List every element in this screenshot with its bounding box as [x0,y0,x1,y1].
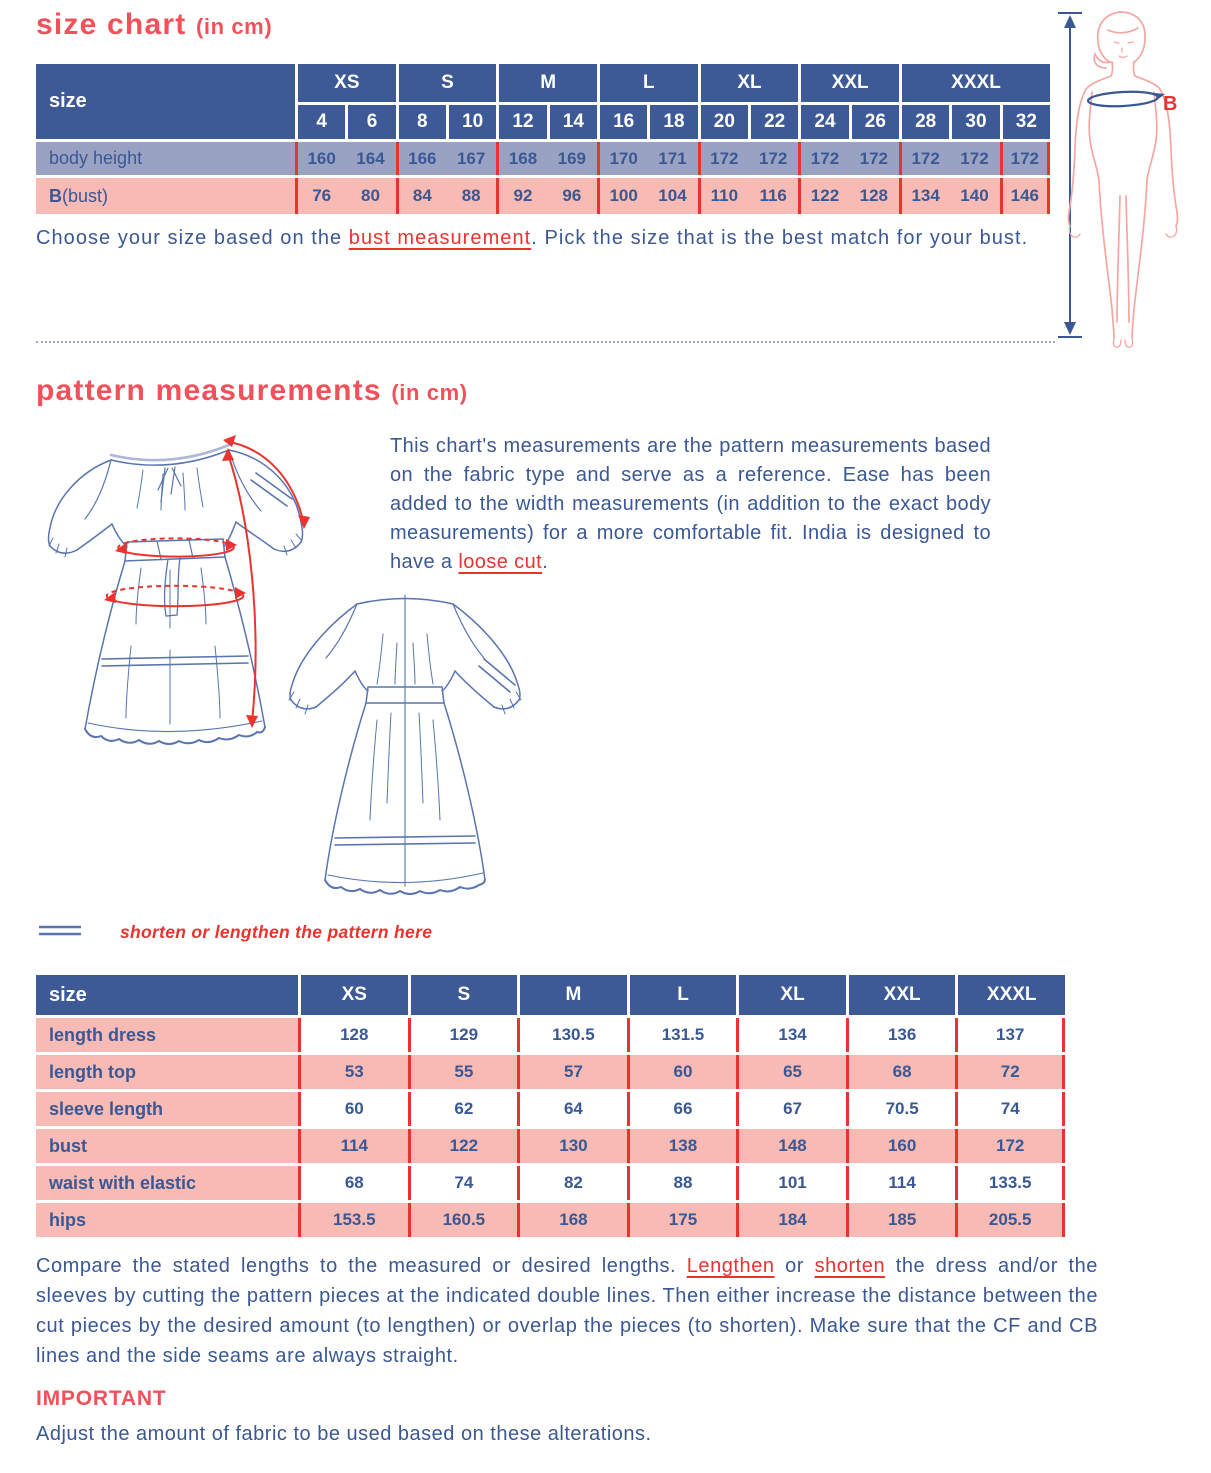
emphasis-red-text: loose cut [458,551,543,573]
size-number-header: 26 [849,105,899,139]
emphasis-red-text: shorten [814,1255,886,1277]
size-group-header: XL [698,64,799,102]
size-number-header: 22 [748,105,798,139]
size-number-header: 16 [597,105,647,139]
hip-measure-line [108,594,243,606]
row-label: length dress [36,1018,298,1052]
table-cell: 104 [647,178,697,214]
table-cell: 88 [627,1166,737,1200]
arrow-down-head [1064,322,1076,335]
table-cell: 172 [748,142,798,175]
plain-text: This chart's measurements are the pattern measurements based on the fabric type and serve as a reference. Ease has been added to the width measurements (in addition to the exact body measurements) for a more comfortable fit. India is designed to have a [390,435,991,573]
table-cell: 185 [846,1203,956,1237]
size-group-header: M [496,64,597,102]
measure-arrows [107,441,304,722]
table-cell: 164 [345,142,395,175]
column-header: XXXL [955,975,1065,1015]
pattern-unit: (in cm) [391,380,468,405]
table-cell: 60 [627,1055,737,1089]
size-group-header: S [396,64,497,102]
size-number-header: 24 [798,105,848,139]
table-corner-label: size [36,64,295,139]
bust-label: B [1163,93,1178,115]
table-cell: 74 [408,1166,518,1200]
skirt-lengthen-lines [102,656,248,666]
table-cell: 68 [846,1055,956,1089]
size-number-header: 6 [345,105,395,139]
pattern-title-text: pattern measurements [36,374,382,407]
size-chart-unit: (in cm) [195,14,273,39]
table-cell: 175 [627,1203,737,1237]
table-cell: 60 [298,1092,408,1126]
table-cell: 110 [698,178,748,214]
table-cell: 160 [846,1129,956,1163]
size-group-header: XS [295,64,396,102]
table-cell: 100 [597,178,647,214]
table-cell: 128 [298,1018,408,1052]
table-cell: 57 [517,1055,627,1089]
table-cell: 167 [446,142,496,175]
column-header: XXL [846,975,956,1015]
figure-outline [1068,12,1177,347]
table-cell: 131.5 [627,1018,737,1052]
dress-back-drawing [289,595,521,894]
table-cell: 130 [517,1129,627,1163]
table-cell: 92 [496,178,546,214]
length-measure-arrow [228,454,256,722]
table-cell: 122 [798,178,848,214]
bust-measure-line [1088,90,1159,108]
size-number-header: 4 [295,105,345,139]
table-cell: 171 [647,142,697,175]
table-cell: 74 [955,1092,1065,1126]
plain-text: the dress and/or the sleeves by cutting the pattern pieces at the indicated double lines. Then either increase the distance between the cut pieces by the desired amount (to lengthen) or overlap the pieces (to shorten). Make sure that the CF and CB lines and the side seams are always straight. [36,1255,1098,1367]
measure-arrowheads [104,435,310,728]
table-cell: 80 [345,178,395,214]
plain-text: Compare the stated lengths to the measured or desired lengths. [36,1255,687,1277]
legend-text: shorten or lengthen the pattern here [120,922,433,942]
table-cell: 172 [1000,142,1050,175]
row-label: waist with elastic [36,1166,298,1200]
table-cell: 88 [446,178,496,214]
table-cell: 129 [408,1018,518,1052]
table-cell: 205.5 [955,1203,1065,1237]
size-group-header: L [597,64,698,102]
alteration-instructions [36,1251,1098,1371]
table-cell: 133.5 [955,1166,1065,1200]
double-line-icon [37,923,97,939]
size-number-header: 20 [698,105,748,139]
table-cell: 72 [955,1055,1065,1089]
table-cell: 66 [627,1092,737,1126]
table-cell: 114 [298,1129,408,1163]
table-cell: 136 [846,1018,956,1052]
pattern-table [36,975,1065,1237]
table-cell: 184 [736,1203,846,1237]
pattern-intro [390,432,991,577]
row-label: hips [36,1203,298,1237]
column-header: S [408,975,518,1015]
table-cell: 148 [736,1129,846,1163]
important-text: Adjust the amount of fabric to be used based on these alterations. [36,1423,652,1445]
table-cell: 138 [627,1129,737,1163]
column-header: XS [298,975,408,1015]
size-number-header: 30 [949,105,999,139]
table-cell: 172 [899,142,949,175]
size-number-header: 12 [496,105,546,139]
table-cell: 82 [517,1166,627,1200]
column-header: M [517,975,627,1015]
row-label: bust [36,1129,298,1163]
size-group-header: XXXL [899,64,1050,102]
table-cell: 70.5 [846,1092,956,1126]
table-cell: 65 [736,1055,846,1089]
emphasis-red-text: Lengthen [686,1255,775,1277]
size-chart-title [36,8,272,42]
table-cell: 130.5 [517,1018,627,1052]
table-cell: 172 [955,1129,1065,1163]
table-cell: 76 [295,178,345,214]
table-cell: 160.5 [408,1203,518,1237]
table-cell: 67 [736,1092,846,1126]
body-height-arrow-icon [1058,13,1082,337]
table-corner-label: size [36,975,298,1015]
arrow-up-head [1064,15,1076,28]
plain-text: . Pick the size that is the best match for your bust. [531,227,1029,249]
table-cell: 96 [547,178,597,214]
size-number-header: 28 [899,105,949,139]
pattern-title [36,374,468,408]
table-cell: 168 [517,1203,627,1237]
table-cell: 166 [396,142,446,175]
table-cell: 114 [846,1166,956,1200]
table-cell: 101 [736,1166,846,1200]
emphasis-red-text: bust measurement [348,227,532,249]
table-cell: 64 [517,1092,627,1126]
table-cell: 137 [955,1018,1065,1052]
body-figure-illustration [1048,4,1208,349]
size-number-header: 8 [396,105,446,139]
table-cell: 116 [748,178,798,214]
row-label: sleeve length [36,1092,298,1126]
section-divider [36,341,1055,343]
plain-text: or [774,1255,815,1277]
table-cell: 62 [408,1092,518,1126]
table-cell: 68 [298,1166,408,1200]
table-cell: 172 [798,142,848,175]
size-number-header: 14 [547,105,597,139]
size-number-header: 18 [647,105,697,139]
size-group-header: XXL [798,64,899,102]
important-heading: IMPORTANT [36,1387,167,1410]
dress-front-drawing [49,445,303,744]
table-cell: 140 [949,178,999,214]
size-number-header: 32 [1000,105,1050,139]
table-cell: 128 [849,178,899,214]
size-note [36,227,1028,250]
table-cell: 172 [849,142,899,175]
table-cell: 153.5 [298,1203,408,1237]
column-header: XL [736,975,846,1015]
row-label: B (bust) [36,178,295,214]
table-cell: 169 [547,142,597,175]
table-cell: 134 [899,178,949,214]
row-label: body height [36,142,295,175]
waist-measure-line [119,546,234,557]
size-chart-title-text: size chart [36,8,187,41]
table-cell: 160 [295,142,345,175]
table-cell: 122 [408,1129,518,1163]
column-header: L [627,975,737,1015]
table-cell: 170 [597,142,647,175]
table-cell: 84 [396,178,446,214]
plain-text: . [542,551,549,573]
row-label: length top [36,1055,298,1089]
table-cell: 168 [496,142,546,175]
table-cell: 134 [736,1018,846,1052]
table-cell: 172 [698,142,748,175]
table-cell: 55 [408,1055,518,1089]
size-number-header: 10 [446,105,496,139]
size-chart-table [36,64,1050,214]
plain-text: Choose your size based on the [36,227,349,249]
table-cell: 146 [1000,178,1050,214]
sleeve-lengthen-lines [251,473,292,506]
table-cell: 172 [949,142,999,175]
table-cell: 53 [298,1055,408,1089]
